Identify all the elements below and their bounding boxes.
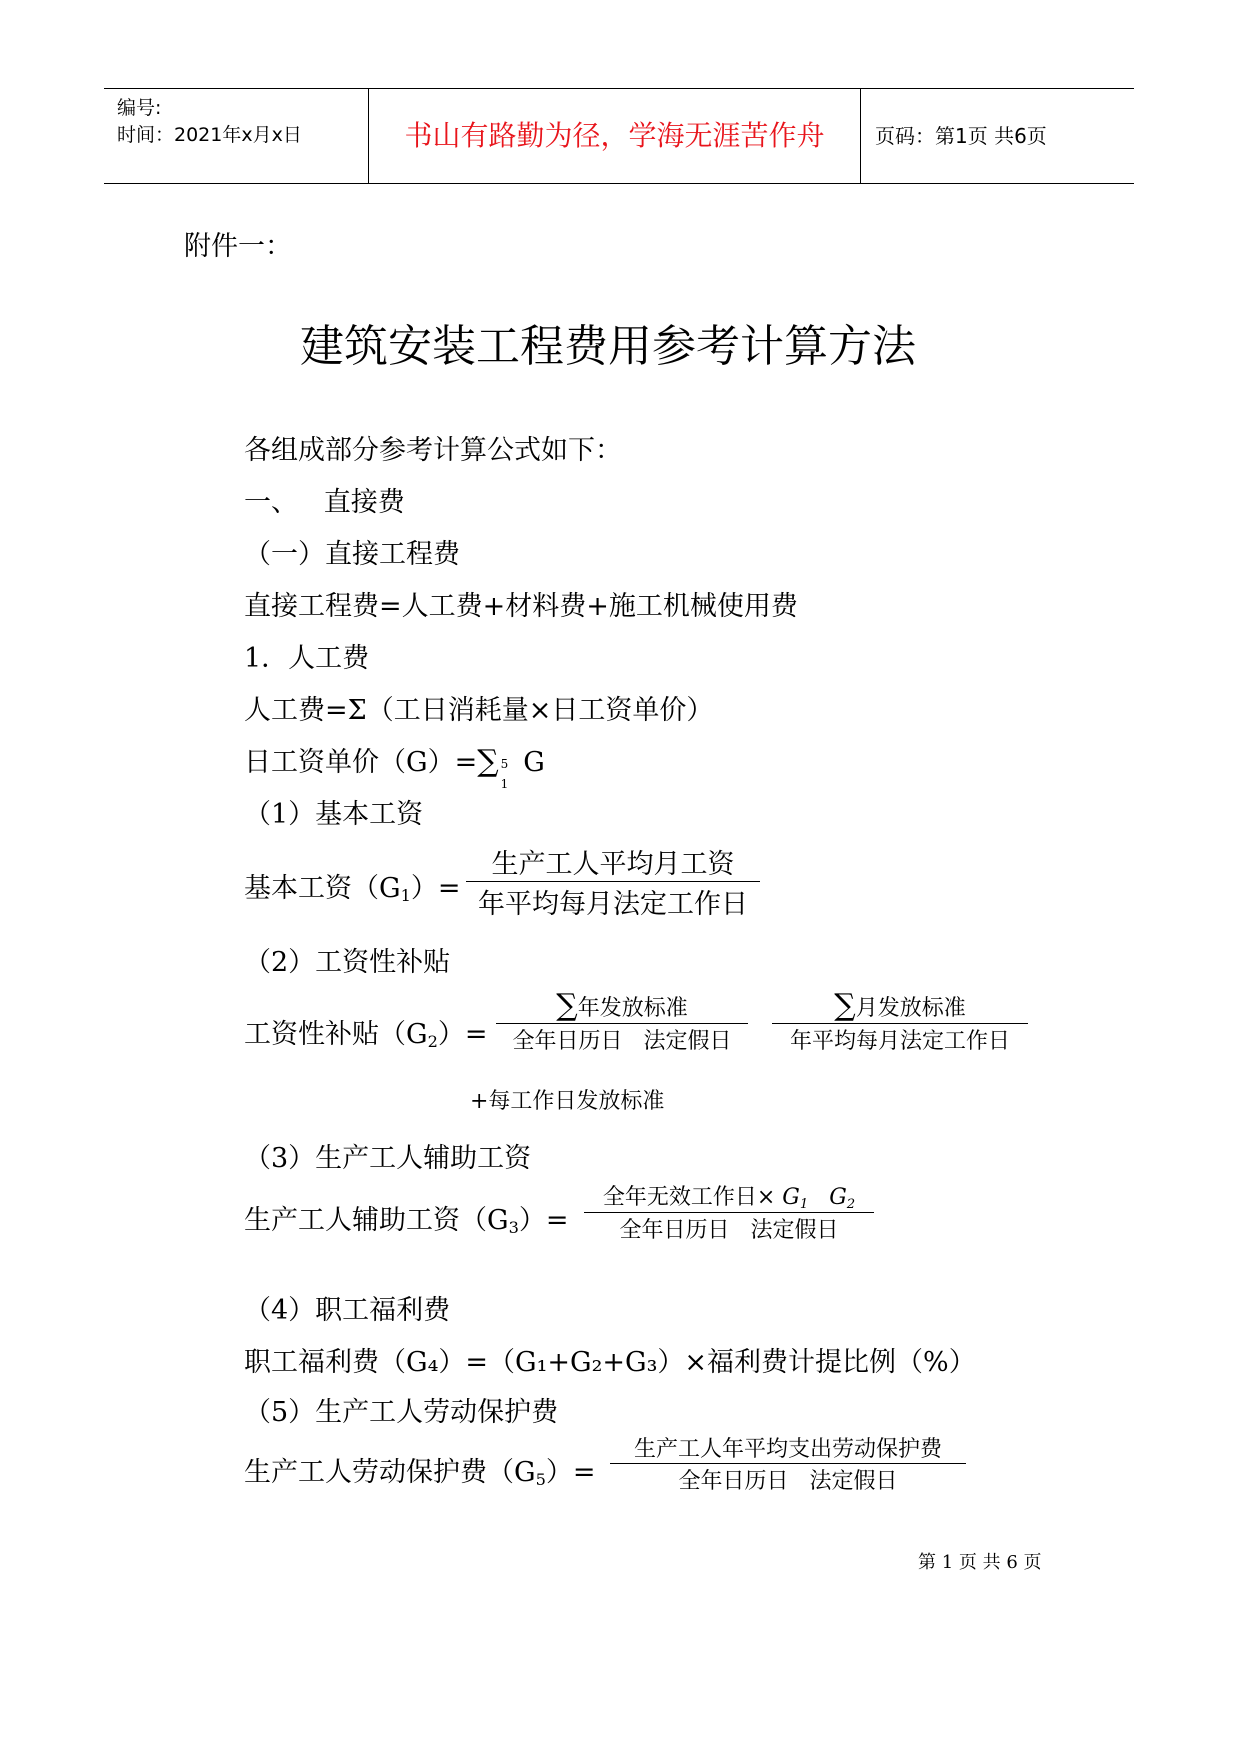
sigma-symbol: ∑: [834, 988, 856, 1023]
fraction-numerator: [584, 1180, 874, 1212]
fraction-denominator: 全年日历日 法定假日: [678, 1469, 898, 1494]
sigma-upper: 5: [500, 757, 509, 771]
g1-symbol: G: [782, 1185, 800, 1210]
section-heading: 一、 直接费: [244, 487, 405, 518]
welfare-heading: （4）职工福利费: [244, 1295, 451, 1326]
allowance-lhs: [244, 1012, 488, 1051]
basic-wage-lhs: [244, 866, 461, 905]
item-heading: 1．人工费: [244, 643, 370, 674]
allowance-tail: +每工作日发放标准: [470, 1089, 665, 1114]
lhs-text: 生产工人辅助工资（G: [244, 1205, 509, 1236]
lhs-text: 基本工资（G: [244, 873, 401, 904]
annual-allowance-fraction: [496, 988, 748, 1055]
protection-lhs: [244, 1450, 596, 1489]
sigma-symbol: ∑: [477, 744, 499, 779]
number-label: 编号:: [117, 97, 162, 119]
fraction-numerator: [496, 988, 748, 1023]
page-info: 页码：第1页 共6页: [875, 124, 1047, 148]
sigma-symbol: ∑: [556, 988, 578, 1023]
aux-wage-heading: （3）生产工人辅助工资: [244, 1143, 532, 1174]
page-footer: 第 1 页 共 6 页: [918, 1552, 1042, 1573]
daily-wage-lhs: 日工资单价（G）=: [244, 747, 478, 778]
fraction-numerator: 生产工人年平均支出劳动保护费: [633, 1437, 942, 1462]
fraction-denominator: 年平均每月法定工作日: [478, 889, 748, 920]
lhs-subscript: 2: [427, 1032, 438, 1051]
lhs-end: ）=: [545, 1457, 596, 1488]
protection-heading: （5）生产工人劳动保护费: [244, 1397, 559, 1428]
g2-symbol: G: [829, 1185, 847, 1210]
motto: 书山有路勤为径，学海无涯苦作舟: [369, 89, 861, 183]
lhs-subscript: 3: [508, 1218, 519, 1237]
header-table: [104, 88, 1134, 184]
sigma-lower: 1: [500, 777, 509, 791]
lhs-end: ）=: [437, 1019, 488, 1050]
direct-cost-formula: 直接工程费=人工费+材料费+施工机械使用费: [244, 591, 798, 622]
lhs-text: 工资性补贴（G: [244, 1019, 428, 1050]
numerator-text: 年发放标准: [577, 996, 688, 1021]
aux-wage-lhs: [244, 1198, 569, 1237]
fraction-numerator: [772, 988, 1028, 1023]
intro-line: 各组成部分参考计算公式如下：: [244, 435, 622, 466]
fraction-denominator: 年平均每月法定工作日: [789, 1029, 1010, 1054]
numerator-text: 月发放标准: [855, 996, 966, 1021]
g1-subscript: 1: [799, 1197, 809, 1212]
lhs-end: ）=: [518, 1205, 569, 1236]
lhs-subscript: 1: [400, 886, 411, 905]
lhs-subscript: 5: [535, 1470, 546, 1489]
fraction-denominator: 全年日历日 法定假日: [619, 1218, 839, 1243]
numerator-text: 全年无效工作日×: [602, 1185, 776, 1210]
attachment-label: 附件一：: [184, 231, 292, 262]
monthly-allowance-fraction: [772, 988, 1028, 1055]
g2-subscript: 2: [846, 1197, 856, 1212]
welfare-formula: 职工福利费（G₄）=（G₁+G₂+G₃）×福利费计提比例（%）: [244, 1347, 976, 1378]
time-label: 时间：2021年x月x日: [117, 124, 302, 146]
labor-cost-formula: 人工费=Σ（工日消耗量×日工资单价）: [244, 695, 714, 726]
allowance-heading: （2）工资性补贴: [244, 947, 451, 978]
fraction-denominator: 全年日历日 法定假日: [512, 1029, 732, 1054]
page-title: 建筑安装工程费用参考计算方法: [300, 321, 916, 372]
protection-fraction: [610, 1432, 966, 1495]
basic-wage-heading: （1）基本工资: [244, 799, 424, 830]
daily-wage-formula: [244, 740, 545, 791]
lhs-text: 生产工人劳动保护费（G: [244, 1457, 536, 1488]
subsection-heading: （一）直接工程费: [244, 539, 460, 570]
daily-wage-g: G: [523, 747, 545, 778]
aux-wage-fraction: [584, 1180, 874, 1244]
basic-wage-fraction: [466, 842, 760, 921]
header-meta-cell: [104, 89, 369, 183]
fraction-numerator: 生产工人平均月工资: [491, 849, 735, 880]
lhs-end: ）=: [410, 873, 461, 904]
